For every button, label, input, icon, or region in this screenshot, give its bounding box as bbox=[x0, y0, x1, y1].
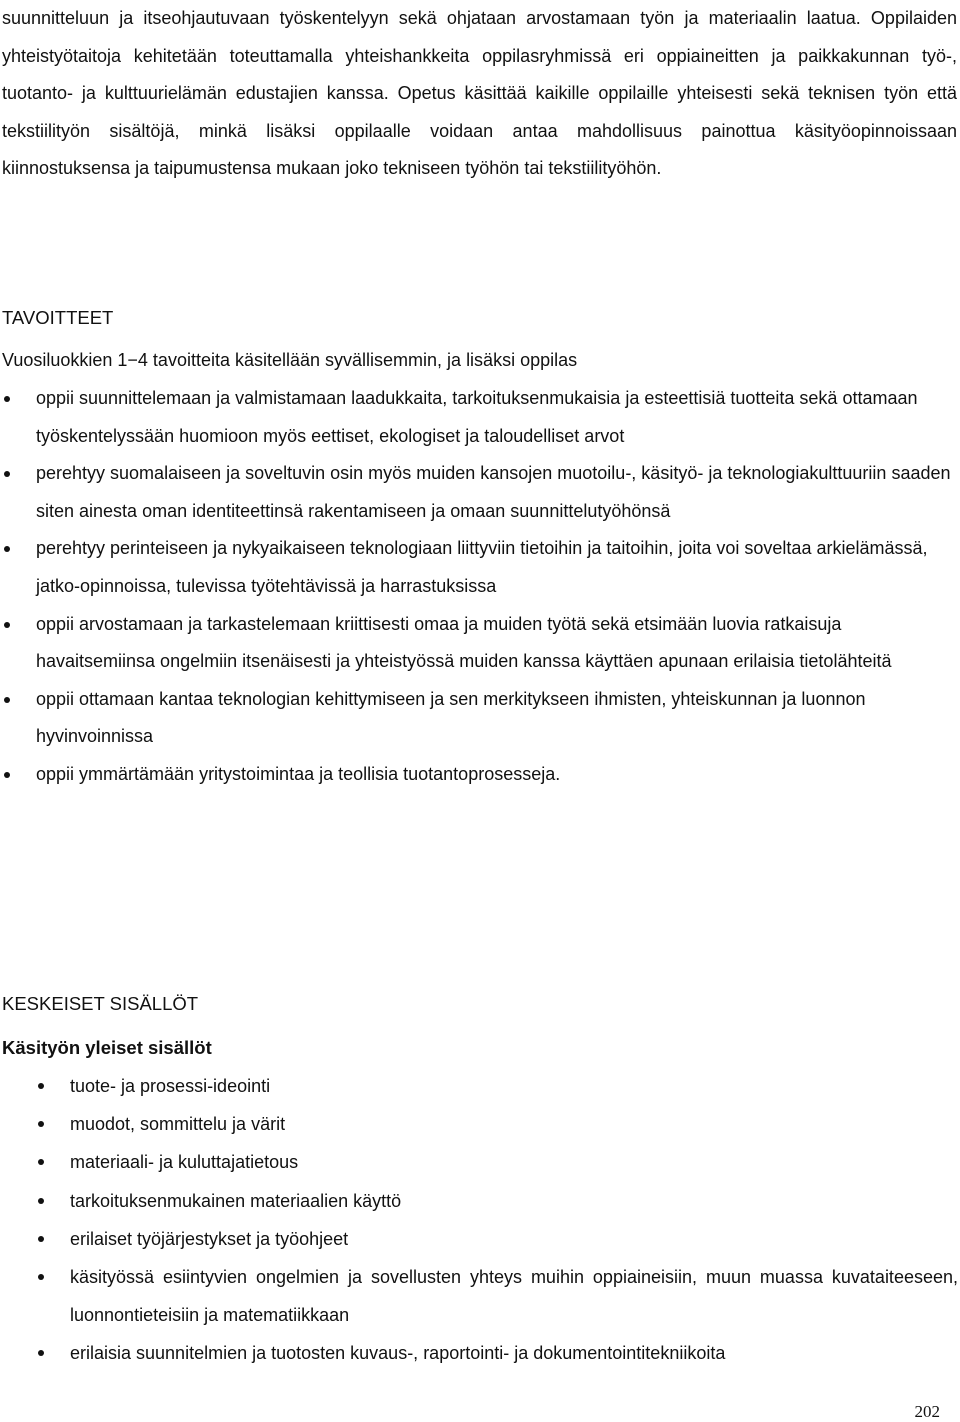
list-item-text: tarkoituksenmukainen materiaalien käyttö bbox=[70, 1190, 402, 1211]
list-item bbox=[0, 606, 958, 681]
keskeiset-sisallot-list bbox=[0, 1067, 958, 1373]
list-item bbox=[0, 1067, 958, 1105]
bullet-icon bbox=[4, 697, 10, 703]
list-item bbox=[0, 1334, 958, 1372]
list-item-text: käsityössä esiintyvien ongelmien ja sovellusten yhteys muihin oppiaineisiin, muun muassa kuvataiteeseen, luonnontieteisiin ja matematiikkaan bbox=[70, 1267, 958, 1326]
bullet-icon bbox=[4, 772, 10, 778]
list-item bbox=[0, 455, 958, 530]
list-item bbox=[0, 380, 958, 455]
list-item-text: oppii ottamaan kantaa teknologian kehittymiseen ja sen merkitykseen ihmisten, yhteiskunnan ja luonnon hyvinvoinnissa bbox=[36, 688, 866, 747]
list-item bbox=[0, 1220, 958, 1258]
list-item bbox=[0, 1105, 958, 1143]
list-item-text: oppii arvostamaan ja tarkastelemaan kriittisesti omaa ja muiden työtä sekä etsimään luovia ratkaisuja havaitsemiinsa ongelmiin itsenäisesti ja yhteistyössä muiden kanssa käyttäen apunaan erilaisia tietolähteitä bbox=[36, 613, 892, 672]
list-item bbox=[0, 681, 958, 756]
list-item-text: oppii ymmärtämään yritystoimintaa ja teollisia tuotantoprosesseja. bbox=[36, 763, 561, 784]
bullet-icon bbox=[38, 1236, 44, 1242]
list-item-text: perehtyy perinteiseen ja nykyaikaiseen teknologiaan liittyviin tietoihin ja taitoihin, joita voi soveltaa arkielämässä, jatko-opinnoissa, tulevissa työtehtävissä ja harrastuksissa bbox=[36, 538, 928, 596]
section-heading-keskeiset-sisallot: KESKEISET SISÄLLÖT bbox=[2, 993, 199, 1014]
bullet-icon bbox=[38, 1121, 44, 1127]
list-item-text: tuote- ja prosessi-ideointi bbox=[70, 1076, 271, 1096]
intro-paragraph: suunnitteluun ja itseohjautuvaan työskentelyyn sekä ohjataan arvostamaan työn ja materiaalin laatua. Oppilaiden yhteistyötaitoja kehitetään toteuttamalla yhteishankkeita oppilasryhmissä eri oppiaineitten ja paikkakunnan työ-, tuotanto- ja kulttuurielämän edustajien kanssa. Opetus käsittää kaikille oppilaille yhteisesti sekä teknisen työn että tekstiilityön sisältöjä, minkä lisäksi oppilaalle voidaan antaa mahdollisuus painottua käsityöopinnoissaan kiinnostuksensa ja taipumustensa mukaan joko tekniseen työhön tai tekstiilityöhön. bbox=[2, 8, 957, 179]
list-item bbox=[0, 1258, 958, 1334]
bullet-icon bbox=[38, 1159, 44, 1165]
tavoitteet-list bbox=[0, 380, 958, 794]
bullet-icon bbox=[4, 396, 10, 402]
list-item bbox=[0, 1143, 958, 1181]
subheading-kasityon-yleiset-sisallot: Käsityön yleiset sisällöt bbox=[2, 1037, 212, 1058]
bullet-icon bbox=[4, 546, 10, 552]
list-item-text: muodot, sommittelu ja värit bbox=[70, 1114, 286, 1135]
list-item-text: erilaiset työjärjestykset ja työohjeet bbox=[70, 1228, 349, 1249]
bullet-icon bbox=[4, 471, 10, 477]
list-item bbox=[0, 756, 958, 794]
tavoitteet-lead: Vuosiluokkien 1−4 tavoitteita käsitellään syvällisemmin, ja lisäksi oppilas bbox=[2, 350, 578, 370]
list-item bbox=[0, 530, 958, 605]
list-item-text: perehtyy suomalaiseen ja soveltuvin osin myös muiden kansojen muotoilu-, käsityö- ja teknologiakulttuuriin saaden siten ainesta oman identiteettinsä rakentamiseen ja omaan suunnittelutyöhönsä bbox=[36, 463, 951, 521]
bullet-icon bbox=[4, 622, 10, 628]
bullet-icon bbox=[38, 1350, 44, 1356]
section-heading-tavoitteet: TAVOITTEET bbox=[2, 307, 114, 328]
list-item bbox=[0, 1182, 958, 1220]
bullet-icon bbox=[38, 1083, 44, 1089]
page-number: 202 bbox=[914, 1402, 940, 1421]
list-item-text: erilaisia suunnitelmien ja tuotosten kuvaus-, raportointi- ja dokumentointitekniikoita bbox=[70, 1343, 726, 1364]
bullet-icon bbox=[38, 1274, 44, 1280]
list-item-text: oppii suunnittelemaan ja valmistamaan laadukkaita, tarkoituksenmukaisia ja esteettisiä tuotteita sekä ottamaan työskentelyssään huomioon myös eettiset, ekologiset ja taloudelliset arvot bbox=[36, 388, 918, 446]
list-item-text: materiaali- ja kuluttajatietous bbox=[70, 1152, 299, 1173]
bullet-icon bbox=[38, 1198, 44, 1204]
